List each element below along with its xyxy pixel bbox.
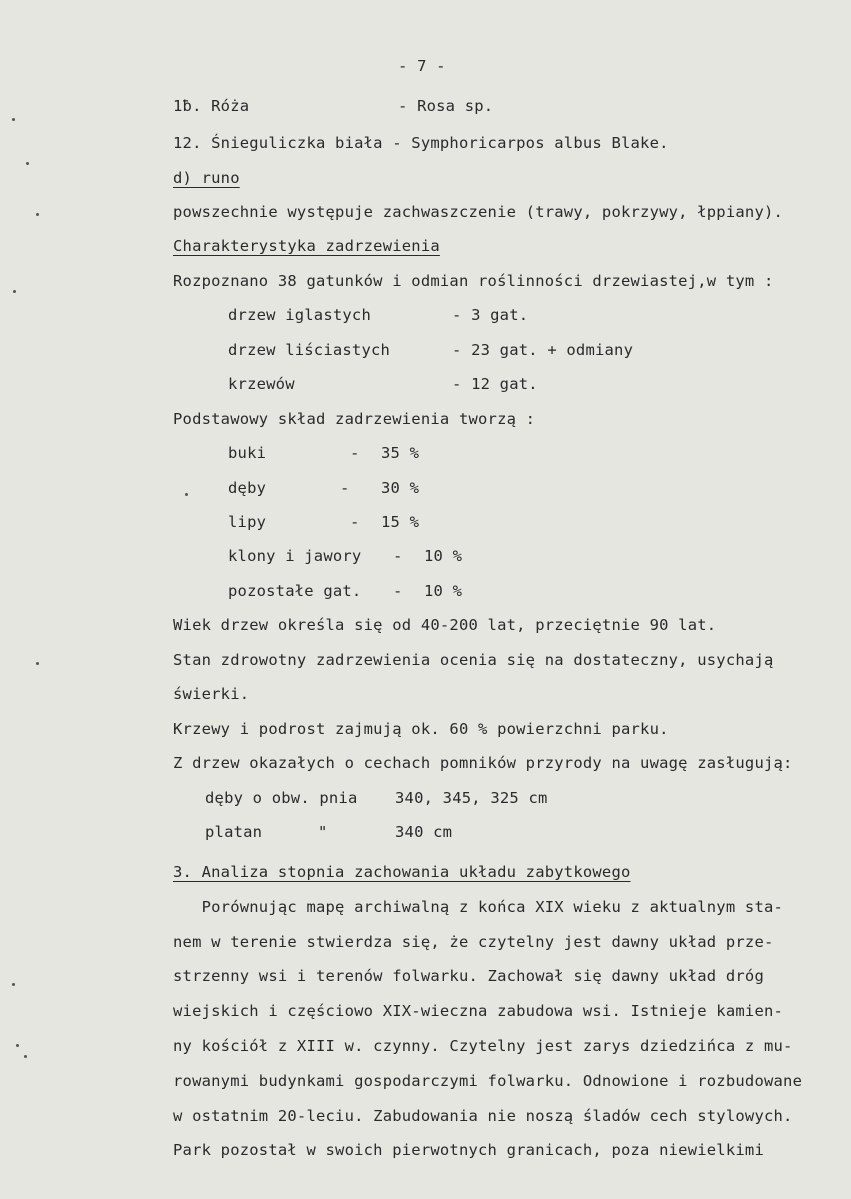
monument-tree-label: platan — [205, 823, 263, 841]
section-3-line: w ostatnim 20-leciu. Zabudowania nie noszą śladów cech stylowych. — [173, 1107, 793, 1125]
section-3-line: ny kościół z XIII w. czynny. Czytelny jest zarys dziedzińca z mu- — [173, 1037, 793, 1055]
monument-tree-value: 340 cm — [395, 823, 453, 841]
section-3-line: nem w terenie stwierdza się, że czytelny jest dawny układ prze- — [173, 933, 774, 951]
charakterystyka-heading: Charakterystyka zadrzewienia — [173, 237, 440, 255]
species-label: pozostałe gat. — [228, 582, 362, 600]
okazale-text: Z drzew okazałych o cechach pomników przyrody na uwagę zasługują: — [173, 754, 793, 772]
plant-item-11-latin: - Rosa sp. — [398, 97, 494, 115]
margin-speck — [16, 1044, 19, 1047]
margin-speck — [12, 118, 15, 121]
section-3-line: wiejskich i częściowo XIX-wieczna zabudowa wsi. Istnieje kamien- — [173, 1002, 784, 1020]
plant-item-12: 12. Śnieguliczka biała - Symphoricarpos albus Blake. — [173, 134, 669, 152]
krzewy-text: Krzewy i podrost zajmują ok. 60 % powierzchni parku. — [173, 720, 669, 738]
species-dash: - — [340, 479, 350, 497]
tree-type-label: drzew liściastych — [228, 341, 391, 359]
species-dash: - — [350, 513, 360, 531]
species-label: klony i jawory — [228, 547, 362, 565]
section-3-line: Porównując mapę archiwalną z końca XIX wieku z aktualnym sta- — [173, 898, 784, 916]
species-percent: 30 % — [381, 479, 420, 497]
margin-speck — [13, 290, 16, 293]
section-3-line: Park pozostał w swoich pierwotnych granicach, poza niewielkimi — [173, 1141, 764, 1159]
monument-tree-ditto: " — [318, 823, 328, 841]
margin-speck — [26, 162, 29, 165]
species-dash: - — [350, 444, 360, 462]
species-label: lipy — [228, 513, 267, 531]
tree-type-value: - 3 gat. — [452, 306, 529, 324]
section-3-line: rowanymi budynkami gospodarczymi folwarku. Odnowione i rozbudowane — [173, 1072, 803, 1090]
margin-speck — [12, 983, 15, 986]
plant-item-11-name: 1ƀ. Róża — [173, 97, 250, 115]
tree-type-value: - 12 gat. — [452, 375, 538, 393]
species-dash: - — [393, 582, 403, 600]
species-percent: 10 % — [424, 547, 463, 565]
margin-speck — [185, 493, 188, 496]
species-percent: 10 % — [424, 582, 463, 600]
section-3-line: strzenny wsi i terenów folwarku. Zachował się dawny układ dróg — [173, 967, 764, 985]
sklad-intro: Podstawowy skład zadrzewienia tworzą : — [173, 410, 536, 428]
wiek-text: Wiek drzew określa się od 40-200 lat, przeciętnie 90 lat. — [173, 616, 717, 634]
stan-text-line-2: świerki. — [173, 685, 250, 703]
page-number: - 7 - — [398, 57, 446, 75]
species-percent: 15 % — [381, 513, 420, 531]
tree-type-value: - 23 gat. + odmiany — [452, 341, 634, 359]
stan-text-line-1: Stan zdrowotny zadrzewienia ocenia się na dostateczny, usychają — [173, 651, 774, 669]
species-label: buki — [228, 444, 267, 462]
tree-type-label: krzewów — [228, 375, 295, 393]
runo-text: powszechnie występuje zachwaszczenie (trawy, pokrzywy, łppiany). — [173, 203, 784, 221]
charakterystyka-intro: Rozpoznano 38 gatunków i odmian roślinności drzewiastej,w tym : — [173, 272, 774, 290]
margin-speck — [24, 1055, 27, 1058]
species-percent: 35 % — [381, 444, 420, 462]
runo-heading: d) runo — [173, 169, 240, 187]
margin-speck — [36, 213, 39, 216]
monument-tree-label: dęby o obw. pnia — [205, 789, 358, 807]
species-label: dęby — [228, 479, 267, 497]
margin-speck — [36, 662, 39, 665]
tree-type-label: drzew iglastych — [228, 306, 371, 324]
section-3-heading: 3. Analiza stopnia zachowania układu zabytkowego — [173, 863, 631, 881]
species-dash: - — [393, 547, 403, 565]
monument-tree-value: 340, 345, 325 cm — [395, 789, 548, 807]
